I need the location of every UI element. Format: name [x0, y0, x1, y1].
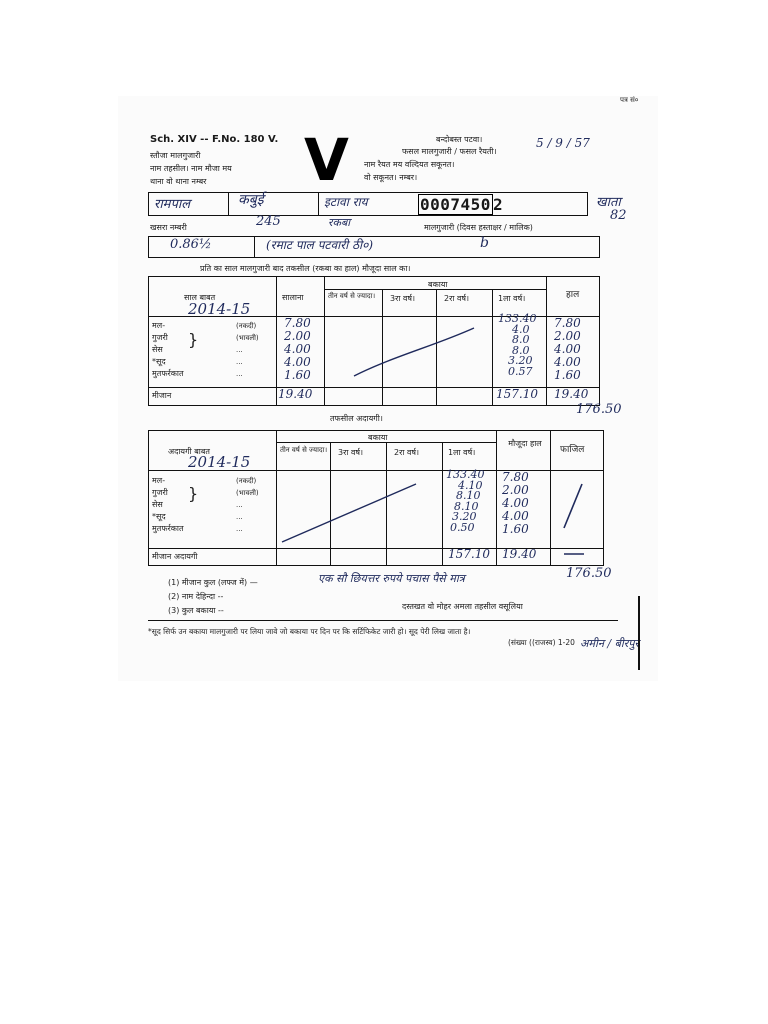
t2-head-bakaya: बकाया: [368, 433, 388, 442]
t1-ek-3: 8.0: [512, 333, 530, 346]
officer-signature: अमीन / बीरपुर: [580, 637, 640, 650]
khata-number: 82: [610, 208, 627, 223]
t2-head-fazil: फाजिल: [560, 445, 585, 455]
serial-cell-2: कबुई: [238, 192, 264, 208]
t1-hal-2: 2.00: [554, 329, 581, 343]
t1-ek-4: 8.0: [512, 343, 530, 357]
t1-head-bakaya: बकाया: [428, 280, 448, 289]
area-row-box: [148, 236, 600, 258]
header-left-label-3: थाना वो थाना नम्बर: [150, 177, 207, 186]
footer-payer-label: (2) नाम देहिन्दा --: [168, 592, 224, 601]
t2-row-label-5: मुतफर्रकात: [152, 524, 184, 533]
t1-row-label-3: सेस: [152, 345, 163, 354]
t2-head-hal: मौजूदा हाल: [508, 439, 542, 448]
t1-head-year-label: साल बाबत: [184, 293, 216, 302]
t1-brace: }: [188, 330, 199, 349]
t1-year: 2014-15: [188, 300, 251, 318]
t2-row-tag-3: ...: [236, 501, 243, 509]
t2-row-tag-2: (भावली): [236, 489, 259, 497]
t1-salana-3: 4.00: [284, 342, 311, 356]
t2-row-tag-4: ...: [236, 513, 243, 521]
t1-salana-values: [284, 317, 311, 382]
t1-row-label-2: गुजरी: [152, 333, 168, 342]
t2-row-label-2: गुजरी: [152, 488, 168, 497]
area-name: (रमाट पाल पटवारी ठी०): [266, 238, 374, 252]
area-value: 0.86½: [170, 237, 212, 252]
footer-balance-label: (3) कुल बकाया --: [168, 606, 224, 615]
serial-number-suffix: 2: [492, 195, 504, 214]
t2-year: 2014-15: [188, 453, 251, 471]
t1-salana-2: 2.00: [284, 329, 311, 343]
form-number: Sch. XIV -- F.No. 180 V.: [150, 134, 279, 145]
t1-row-label-total: मीजान: [152, 391, 172, 400]
t1-salana-total: 19.40: [278, 387, 313, 401]
t2-hal-4: 4.00: [502, 509, 529, 523]
t2-ek-6: 0.50: [450, 520, 475, 534]
footer-total-amount: 176.50: [566, 566, 612, 581]
t1-row-tag-1: (नकदी): [236, 322, 257, 330]
footer-sign-label: दस्तखत वो मोहर अमला तहसील वसूलिया: [402, 602, 523, 611]
t2-brace: }: [188, 484, 199, 503]
t1-head-3rd: 3रा वर्ष।: [390, 294, 416, 303]
t2-row-tags: [236, 475, 259, 535]
t2-row-label-total: मीजान अदायगी: [152, 552, 198, 561]
header-right-label-4: वो सकूनत। नम्बर।: [364, 173, 418, 182]
t1-row-labels: [152, 320, 184, 380]
header-left-label-1: स्तौजा मालगुजारी: [150, 151, 201, 160]
t2-row-labels: [152, 475, 184, 535]
t2-head-3plus: तीन वर्ष से ज्यादा।: [280, 446, 328, 454]
t1-hal-values: [554, 317, 581, 382]
serial-number: [418, 195, 503, 214]
t2-ek-3: 8.10: [456, 489, 481, 502]
t2-hal-1: 7.80: [502, 470, 529, 484]
t2-head-1st: 1ला वर्ष।: [448, 448, 476, 457]
revenue-receipt-form: [118, 96, 658, 681]
malguzari-label: मालगुजारी (दिवस हस्ताक्षर / मालिक): [424, 223, 533, 232]
khasra-number: 245: [256, 214, 281, 229]
t2-hal-total: 19.40: [502, 547, 537, 561]
t2-hal-values: [502, 471, 529, 536]
t2-row-tag-1: (नकदी): [236, 477, 257, 485]
t1-hal-5: 1.60: [554, 368, 581, 382]
t2-ek-varsh-values: [446, 470, 485, 533]
t2-row-label-4: *सूद: [152, 512, 166, 521]
serial-cell-3: इटावा राय: [324, 195, 368, 209]
t2-hal-5: 1.60: [502, 522, 529, 536]
khata-label: खाता: [596, 195, 621, 210]
t2-hal-3: 4.00: [502, 496, 529, 510]
t2-head-label: अदायगी बाबत: [168, 447, 210, 456]
t1-row-label-1: मल-: [152, 321, 166, 330]
t1-head-hal: हाल: [566, 290, 580, 300]
khasra-label: खसरा नम्बरी: [150, 223, 187, 232]
header-left-label-2: नाम तहसील। नाम मौजा मय: [150, 164, 232, 173]
header-handwritten-number: 5 / 9 / 57: [536, 136, 590, 150]
footer-note: *सूद सिर्फ उन बकाया मालगुजारी पर लिया जावे जो बकाया पर दिन पर कि सर्टिफिकेट जारी हो। सूद पेरी लिख जाता है।: [148, 627, 471, 636]
t1-head-3plus: तीन वर्ष से ज्यादा।: [328, 292, 376, 300]
t1-row-tag-5: ...: [236, 370, 243, 378]
footer-note-ref: (संख्या ((राजस्व) 1-20: [508, 638, 575, 647]
t1-ek-2: 4.0: [512, 322, 530, 336]
khasra-mid-text: रकबा: [328, 216, 351, 229]
t1-row-tag-4: ...: [236, 358, 243, 366]
t1-ek-varsh-values: [498, 314, 537, 377]
t2-ek-4: 8.10: [454, 499, 479, 513]
t1-strike-line: [324, 316, 492, 387]
t1-ek-total: 157.10: [496, 387, 538, 401]
t1-head-salana: सालाना: [282, 293, 304, 302]
serial-number-boxed: 0007450: [420, 195, 491, 214]
area-extra: b: [480, 235, 489, 251]
t2-ek-total: 157.10: [448, 547, 490, 561]
serial-row-box: [148, 192, 588, 216]
section2-title: तफसील अदायगी।: [330, 414, 383, 423]
t2-row-label-1: मल-: [152, 476, 166, 485]
t1-row-label-4: *सूद: [152, 357, 166, 366]
header-right-label-3: नाम रैयत मय वल्दियत सकूनत।: [364, 160, 455, 169]
t1-ek-6: 0.57: [508, 364, 533, 378]
t1-row-tags: [236, 320, 259, 380]
t1-row-tag-2: (भावली): [236, 334, 259, 342]
t1-hal-total: 19.40: [554, 387, 589, 401]
t2-row-tag-5: ...: [236, 525, 243, 533]
header-right-label-2: फसल मालगुजारी / फसल रैयती।: [402, 147, 497, 156]
footer-total-words: एक सौ छियत्तर रुपये पचास पैसे मात्र: [318, 572, 465, 585]
t1-head-1st: 1ला वर्ष।: [498, 294, 526, 303]
t1-row-tag-3: ...: [236, 346, 243, 354]
t1-ek-5: 3.20: [508, 354, 533, 367]
t1-row-label-5: मुतफर्रकात: [152, 369, 184, 378]
t2-fazil-strike: [550, 470, 604, 566]
t2-ek-1: 133.40: [446, 468, 485, 481]
margin-mark: पत्र सं०: [620, 96, 639, 104]
t1-salana-4: 4.00: [284, 355, 311, 369]
t2-hal-2: 2.00: [502, 483, 529, 497]
t1-hal-1: 7.80: [554, 316, 581, 330]
t2-ek-5: 3.20: [452, 510, 477, 523]
t1-salana-1: 7.80: [284, 316, 311, 330]
t2-head-2nd: 2रा वर्ष।: [394, 448, 420, 457]
t1-ek-1: 133.40: [498, 312, 537, 325]
t2-head-3rd: 3रा वर्ष।: [338, 448, 364, 457]
t1-head-2nd: 2रा वर्ष।: [444, 294, 470, 303]
footer-total-label: (1) मीजान कुल (लफ्ज में) —: [168, 578, 258, 587]
t1-salana-5: 1.60: [284, 368, 311, 382]
t2-row-label-3: सेस: [152, 500, 163, 509]
t1-side-total: 176.50: [576, 402, 622, 417]
form-letter-v: V: [304, 126, 349, 194]
t1-hal-4: 4.00: [554, 355, 581, 369]
t1-hal-3: 4.00: [554, 342, 581, 356]
t2-ek-2: 4.10: [458, 478, 483, 492]
serial-cell-1: रामपाल: [154, 197, 191, 212]
header-right-label-1: बन्दोबस्त पटवा।: [436, 135, 483, 144]
section1-title: प्रति का साल मालगुजारी बाद तकसील (रकबा का हाल) मौजूदा साल का।: [200, 264, 411, 273]
